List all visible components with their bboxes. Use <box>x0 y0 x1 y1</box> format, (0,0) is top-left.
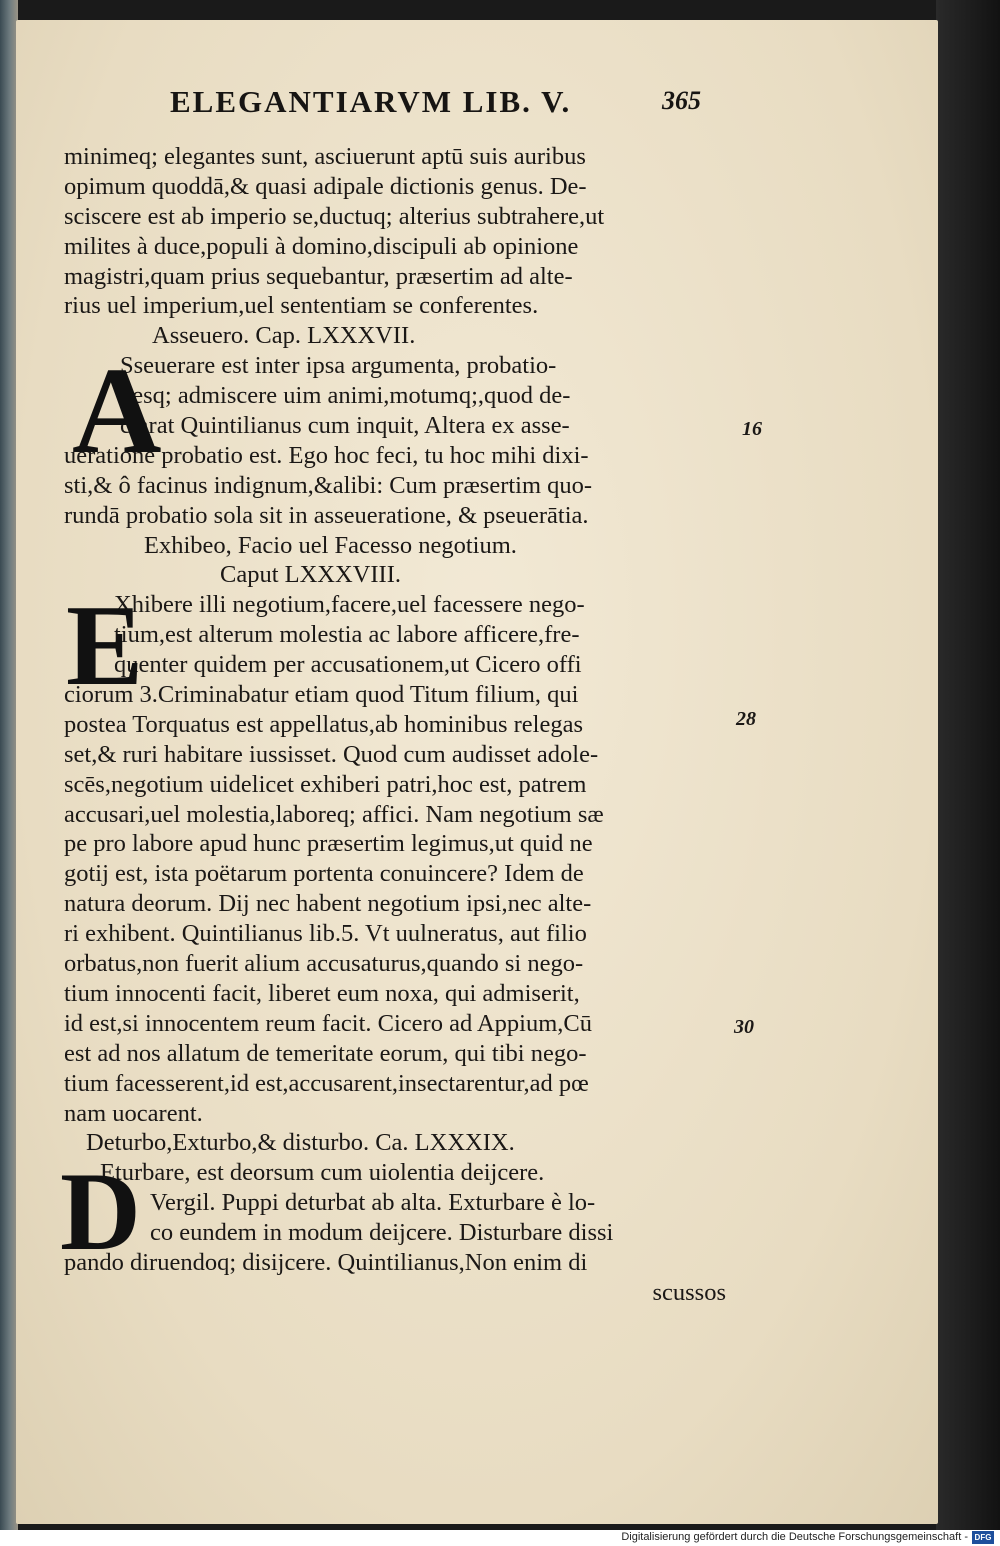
text-line: rius uel imperium,uel sententiam se conferentes. <box>64 292 539 320</box>
chapter-heading-88-title: Exhibeo, Facio uel Facesso negotium. <box>144 531 517 559</box>
text-line: milites à duce,populi à domino,discipuli ab opinione <box>64 232 579 260</box>
text-line: id est,si innocentem reum facit. Cicero ad Appium,Cū <box>64 1009 592 1037</box>
chapter-heading-88-number: Caput LXXXVIII. <box>220 561 401 589</box>
text-line: pe pro labore apud hunc præsertim legimus,ut quid ne <box>64 830 593 858</box>
running-header <box>170 84 730 120</box>
drop-cap-initial: D <box>60 1150 141 1275</box>
chapter-heading-89: Deturbo,Exturbo,& disturbo. Ca. LXXXIX. <box>86 1129 515 1157</box>
margin-note: 16 <box>742 418 762 440</box>
text-line: Vergil. Puppi deturbat ab alta. Exturbare è lo- <box>150 1189 596 1217</box>
footer-bar <box>0 1530 1000 1546</box>
text-line: scēs,negotium uidelicet exhiberi patri,hoc est, patrem <box>64 770 587 798</box>
chapter-87-paragraph <box>64 342 736 530</box>
text-line: tium,est alterum molestia ac labore afficere,fre- <box>114 621 580 649</box>
text-line: sti,& ô facinus indignum,&alibi: Cum præsertim quo- <box>64 471 593 499</box>
drop-cap-initial: E <box>66 582 144 711</box>
text-line: gotij est, ista poëtarum portenta conuincere? Idem de <box>64 860 584 888</box>
text-line: pando diruendoq; disijcere. Quintilianus,Non enim di <box>64 1248 588 1276</box>
text-line: Sseuerare est inter ipsa argumenta, probatio- <box>120 352 557 380</box>
text-line: ciorum 3.Criminabatur etiam quod Titum filium, qui <box>64 681 579 709</box>
chapter-88-paragraph <box>64 582 736 1128</box>
text-line: set,& ruri habitare iussisset. Quod cum audisset adole- <box>64 740 599 768</box>
text-line: tium facesserent,id est,accusarent,insectarentur,ad pœ <box>64 1069 589 1097</box>
chapter-89-paragraph <box>60 1150 736 1278</box>
running-title: ELEGANTIARVM LIB. V. <box>170 84 572 119</box>
text-line: sciscere est ab imperio se,ductuq; alterius subtrahere,ut <box>64 202 605 230</box>
main-text <box>60 142 736 1308</box>
dfg-logo: DFG <box>972 1531 994 1544</box>
text-line: nesq; admiscere uim animi,motumq;,quod de- <box>120 382 571 410</box>
digitization-credit: Digitalisierung gefördert durch die Deutsche Forschungsgemeinschaft - <box>621 1531 968 1543</box>
text-line: ueratione probatio est. Ego hoc feci, tu hoc mihi dixi- <box>64 441 589 469</box>
text-line: accusari,uel molestia,laboreq; affici. Nam negotium sæ <box>64 800 604 828</box>
text-line: Xhibere illi negotium,facere,uel facessere nego- <box>114 591 585 619</box>
margin-note: 30 <box>734 1016 754 1038</box>
catchword: scussos <box>652 1278 726 1306</box>
text-line: est ad nos allatum de temeritate eorum, qui tibi nego- <box>64 1039 587 1067</box>
scan-background <box>936 0 1000 1530</box>
text-line: tium innocenti facit, liberet eum noxa, qui admiserit, <box>64 979 580 1007</box>
text-line: minimeq; elegantes sunt, asciuerunt aptū suis auribus <box>64 143 586 170</box>
text-line: opimum quoddā,& quasi adipale dictionis genus. De- <box>64 172 587 200</box>
text-line: orbatus,non fuerit alium accusaturus,quando si nego- <box>64 950 584 978</box>
text-line: rundā probatio sola sit in asseueratione, & pseuerātia. <box>64 501 589 529</box>
text-line: postea Torquatus est appellatus,ab hominibus relegas <box>64 710 584 738</box>
chapter-heading-87: Asseuero. Cap. LXXXVII. <box>152 322 416 350</box>
folio-number: 365 <box>662 86 701 115</box>
text-line: co eundem in modum deijcere. Disturbare dissi <box>150 1219 614 1247</box>
text-line: magistri,quam prius sequebantur, præsertim ad alte- <box>64 262 573 290</box>
text-line: Eturbare, est deorsum cum uiolentia deijcere. <box>100 1159 545 1187</box>
margin-note: 28 <box>736 708 756 730</box>
drop-cap-initial: A <box>72 342 162 480</box>
text-line: clarat Quintilianus cum inquit, Altera ex asse- <box>120 412 570 440</box>
text-line: natura deorum. Dij nec habent negotium ipsi,nec alte- <box>64 890 592 918</box>
text-line: quenter quidem per accusationem,ut Cicero offi <box>114 651 582 679</box>
paragraph-top <box>64 142 736 321</box>
text-line: nam uocarent. <box>64 1099 203 1127</box>
text-line: ri exhibent. Quintilianus lib.5. Vt uulneratus, aut filio <box>64 920 587 948</box>
